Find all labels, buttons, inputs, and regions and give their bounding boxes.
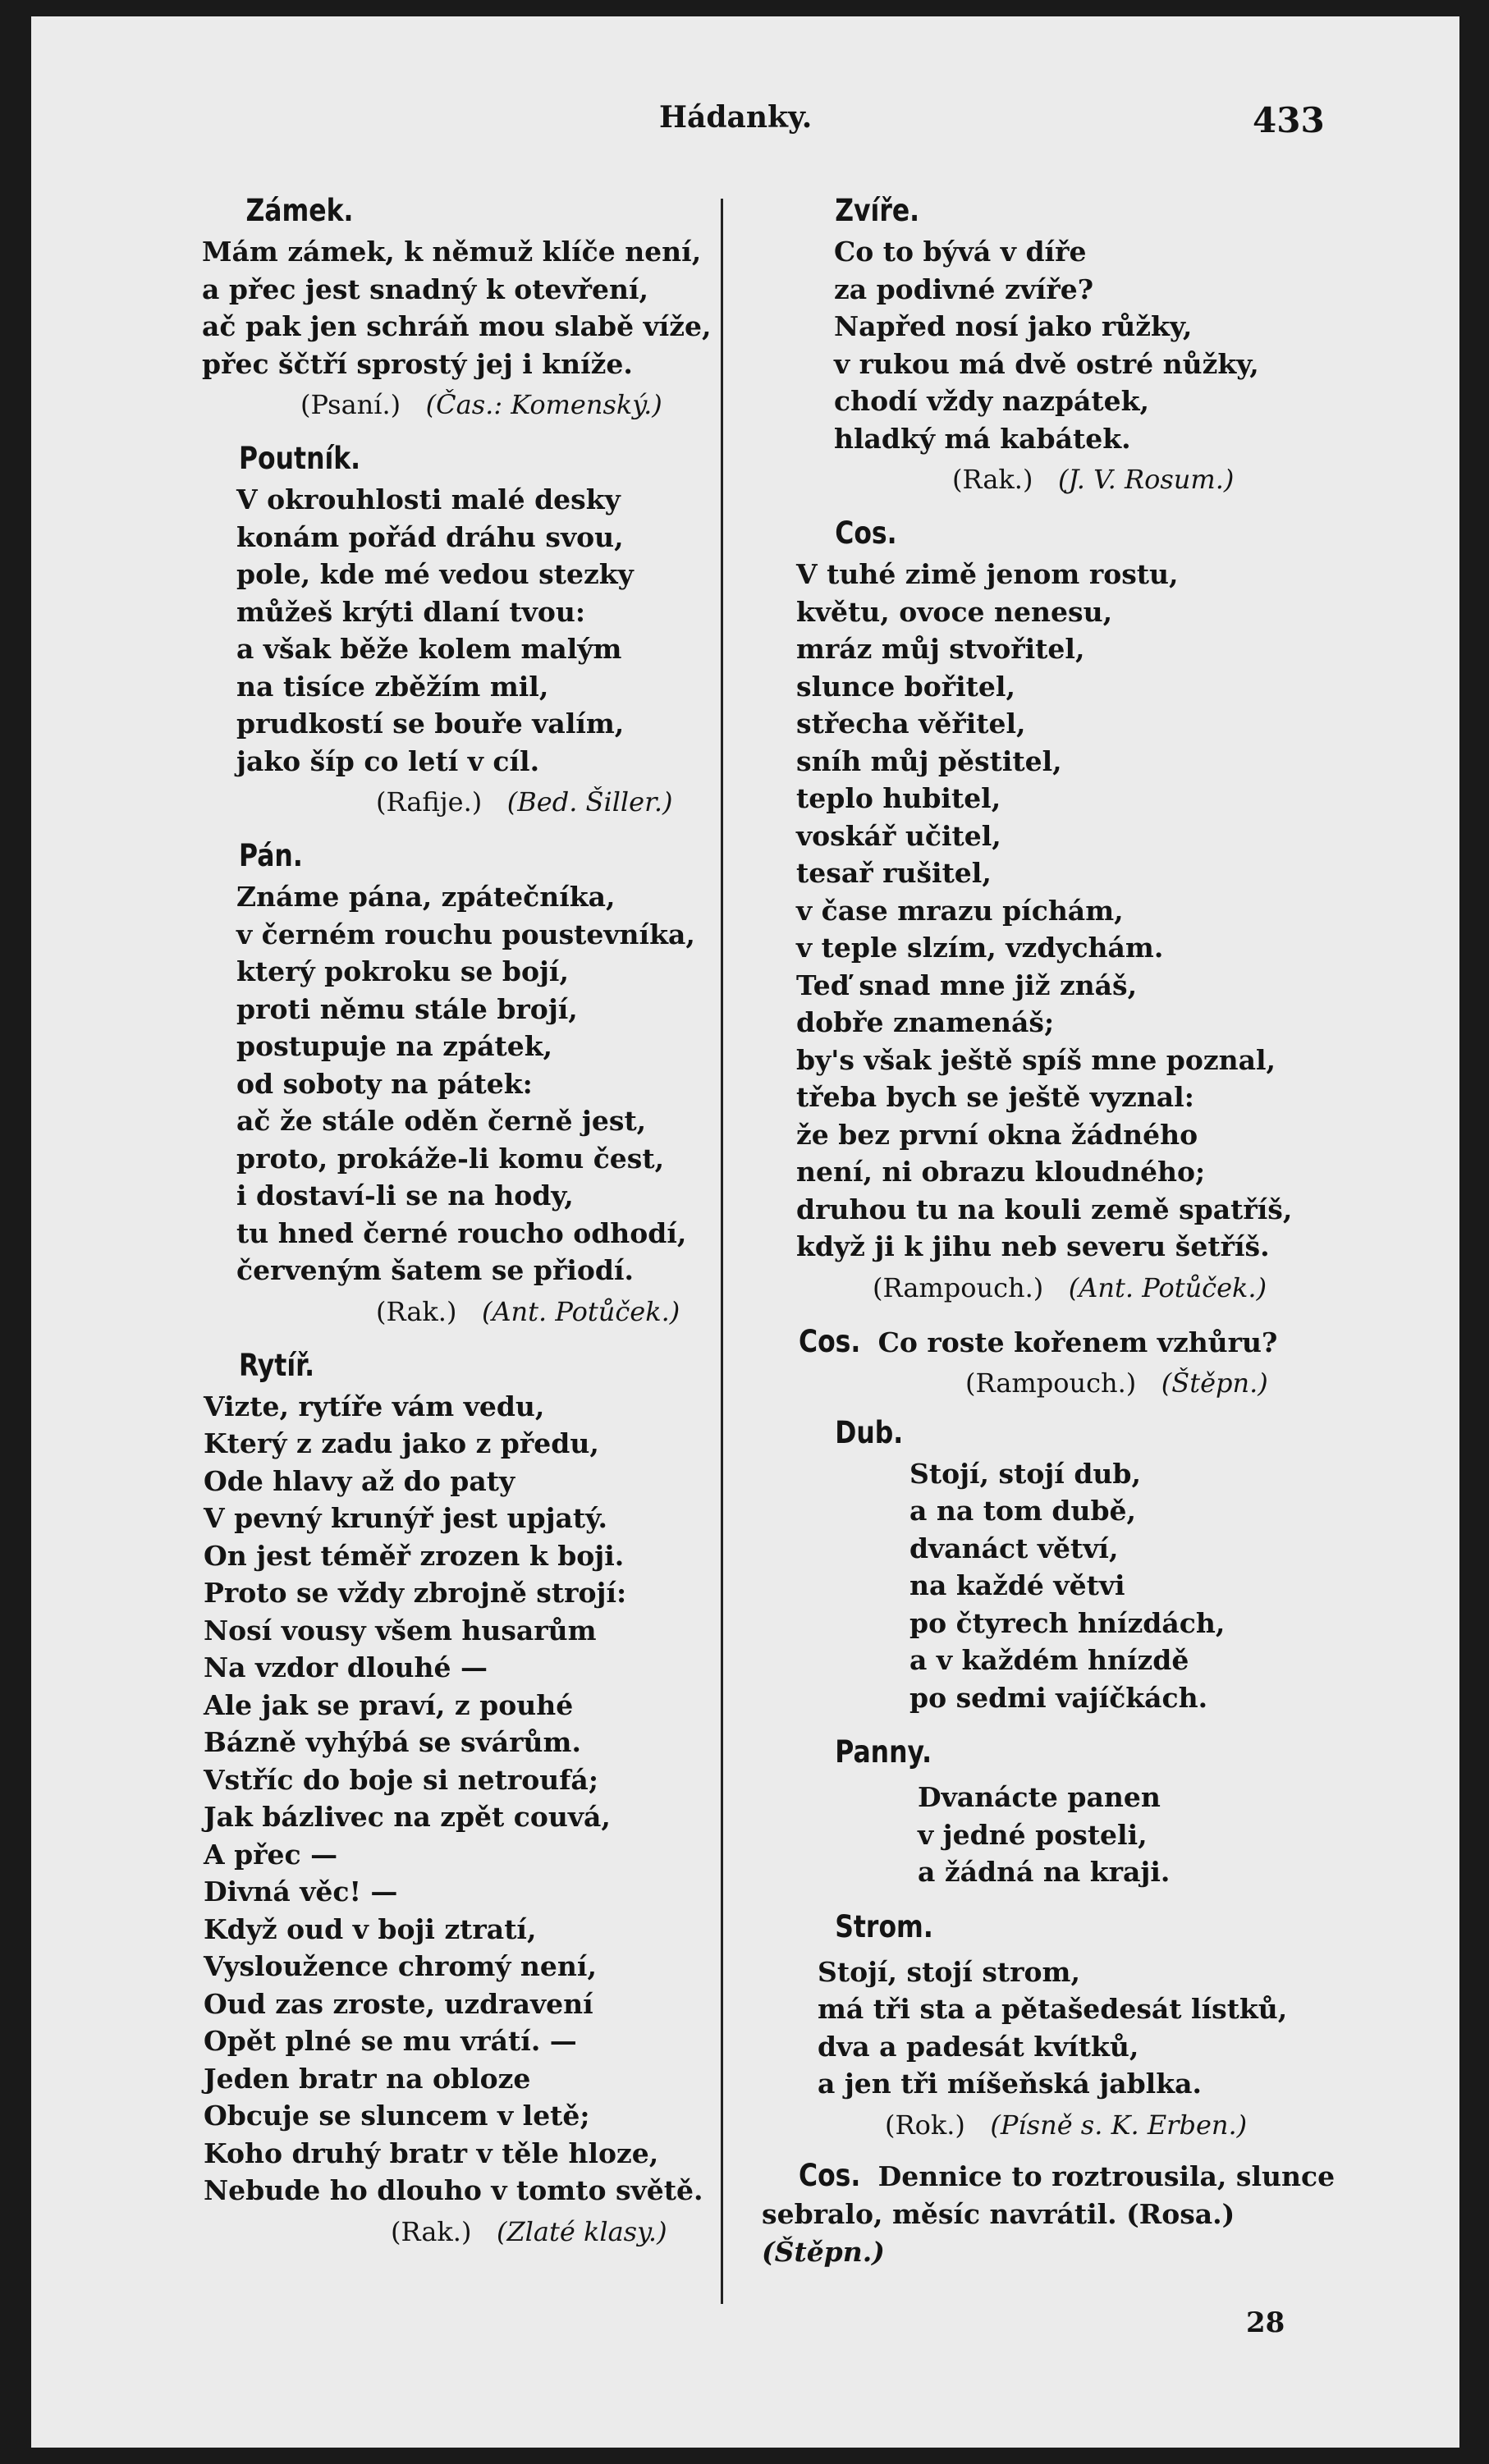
verse-line: že bez první okna žádného xyxy=(796,1118,1198,1151)
verse-line: Vizte, rytíře vám vedu, xyxy=(204,1390,545,1422)
verse-line: prudkostí se bouře valím, xyxy=(236,708,625,740)
riddle-cos-question xyxy=(762,1320,1353,1401)
riddle-answer: (Rak.) xyxy=(952,464,1033,495)
verse-line: a na tom dubě, xyxy=(909,1495,1137,1527)
riddle-author: (Štěpn.) xyxy=(762,2235,885,2268)
verse-line: má tři sta a pětašedesát lístků, xyxy=(818,1993,1288,2025)
riddle-text-line: sebralo, měsíc navrátil. (Rosa.) xyxy=(762,2197,1235,2230)
verse-line: přec ščtří sprostý jej i kníže. xyxy=(202,347,633,380)
riddle-lines xyxy=(762,556,1353,1266)
riddle-source xyxy=(169,780,703,824)
riddle-lines xyxy=(169,1388,703,2210)
riddle-author: (Ant. Potůček.) xyxy=(1068,1271,1267,1303)
riddle-title: Cos. xyxy=(799,1323,861,1359)
verse-line: A přec — xyxy=(204,1838,338,1871)
riddle-author: (Písně s. K. Erben.) xyxy=(990,2109,1248,2141)
verse-line: dobře znamenáš; xyxy=(796,1006,1055,1038)
verse-line: Ale jak se praví, z pouhé xyxy=(204,1688,574,1721)
verse-line: Dvanácte panen xyxy=(918,1781,1161,1813)
verse-line: červeným šatem se přiodí. xyxy=(236,1254,634,1286)
verse-line: květu, ovoce nenesu, xyxy=(796,595,1113,628)
riddle-zvire xyxy=(762,189,1353,502)
verse-line: V tuhé zimě jenom rostu, xyxy=(796,558,1179,590)
riddle-text-second xyxy=(762,2196,1353,2271)
riddle-panny xyxy=(762,1726,1353,1891)
riddle-title: Strom. xyxy=(835,1908,933,1944)
riddle-lines xyxy=(169,481,703,780)
riddle-text-line: Dennice to roztrousila, slunce xyxy=(877,2159,1336,2192)
riddle-source xyxy=(762,2103,1353,2147)
verse-line: v čase mrazu píchám, xyxy=(796,894,1124,927)
verse-line: chodí vždy nazpátek, xyxy=(834,385,1150,417)
verse-line: na každé větvi xyxy=(909,1569,1125,1601)
verse-line: a žádná na kraji. xyxy=(918,1856,1171,1888)
riddle-answer: (Rak.) xyxy=(391,2215,472,2247)
riddle-source xyxy=(762,1365,1353,1401)
riddle-title: Panny. xyxy=(835,1734,932,1770)
right-column xyxy=(762,189,1353,2281)
verse-line: Proto se vždy zbrojně strojí: xyxy=(204,1577,627,1609)
verse-line: Napřed nosí jako růžky, xyxy=(834,310,1193,342)
verse-line: Stojí, stojí strom, xyxy=(818,1955,1080,1988)
riddle-source xyxy=(169,2210,703,2254)
verse-line: Vysloužence chromý není, xyxy=(204,1950,597,1982)
verse-line: třeba bych se ještě vyznal: xyxy=(796,1081,1194,1113)
riddle-question-line xyxy=(762,1320,1353,1365)
verse-line: On jest téměř zrozen k boji. xyxy=(204,1539,625,1572)
verse-line: a jen tři míšeňská jablka. xyxy=(818,2068,1202,2100)
riddle-lines xyxy=(169,233,712,382)
riddle-poutnik xyxy=(169,437,703,824)
riddle-rytir xyxy=(169,1344,703,2254)
verse-line: Stojí, stojí dub, xyxy=(909,1457,1141,1490)
verse-line: Který z zadu jako z předu, xyxy=(204,1427,599,1459)
verse-line: Obcuje se sluncem v letě; xyxy=(204,2100,590,2132)
verse-line: po čtyrech hnízdách, xyxy=(909,1606,1226,1639)
verse-line: druhou tu na kouli země spatříš, xyxy=(796,1193,1293,1225)
verse-line: teplo hubitel, xyxy=(796,782,1001,814)
riddle-lines xyxy=(762,1779,1353,1891)
verse-line: za podivné zvíře? xyxy=(834,273,1094,305)
riddle-title: Rytíř. xyxy=(239,1347,315,1383)
verse-line: sníh můj pěstitel, xyxy=(796,744,1062,777)
verse-line: když ji k jihu neb severu šetříš. xyxy=(796,1230,1270,1262)
signature-number: 28 xyxy=(1246,2306,1285,2339)
verse-line: ač že stále oděn černě jest, xyxy=(236,1105,647,1137)
riddle-zamek xyxy=(169,189,712,427)
verse-line: jako šíp co letí v cíl. xyxy=(236,744,540,777)
verse-line: Když oud v boji ztratí, xyxy=(204,1912,537,1945)
riddle-answer: (Rafije.) xyxy=(376,786,483,818)
verse-line: po sedmi vajíčkách. xyxy=(909,1681,1208,1714)
riddle-source xyxy=(762,1266,1353,1310)
riddle-lines xyxy=(762,1953,1353,2103)
verse-line: není, ni obrazu kloudného; xyxy=(796,1156,1206,1188)
riddle-lines xyxy=(762,233,1353,457)
riddle-dub xyxy=(762,1411,1353,1717)
verse-line: Ode hlavy až do paty xyxy=(204,1464,515,1497)
riddle-cos-rosa xyxy=(762,2157,1353,2271)
verse-line: od soboty na pátek: xyxy=(236,1067,533,1100)
riddle-title: Cos. xyxy=(835,515,897,551)
verse-line: můžeš krýti dlaní tvou: xyxy=(236,595,586,628)
running-title: Hádanky. xyxy=(659,100,813,135)
riddle-question: Co roste kořenem vzhůru? xyxy=(877,1326,1278,1358)
riddle-title: Zvíře. xyxy=(835,193,920,228)
verse-line: Známe pána, zpátečníka, xyxy=(236,881,616,913)
verse-line: Vstříc do boje si netroufá; xyxy=(204,1763,598,1796)
verse-line: v rukou má dvě ostré nůžky, xyxy=(834,347,1259,380)
riddle-author: (Čas.: Komenský.) xyxy=(425,389,662,420)
verse-line: voskář učitel, xyxy=(796,819,1001,852)
verse-line: Koho druhý bratr v těle hloze, xyxy=(204,2137,659,2169)
riddle-author: (Bed. Šiller.) xyxy=(506,786,673,818)
verse-line: Bázně vyhýbá se svárům. xyxy=(204,1726,581,1758)
verse-line: ač pak jen schráň mou slabě víže, xyxy=(202,310,712,342)
verse-line: Mám zámek, k němuž klíče není, xyxy=(202,236,702,268)
riddle-author: (Zlaté klasy.) xyxy=(496,2215,667,2247)
verse-line: slunce bořitel, xyxy=(796,670,1015,703)
riddle-author: (J. V. Rosum.) xyxy=(1057,464,1235,495)
riddle-title: Cos. xyxy=(799,2157,861,2193)
verse-line: tu hned černé roucho odhodí, xyxy=(236,1216,687,1249)
verse-line: V okrouhlosti malé desky xyxy=(236,483,621,515)
column-divider xyxy=(721,199,723,2304)
verse-line: v teple slzím, vzdychám. xyxy=(796,932,1164,964)
riddle-source xyxy=(762,457,1353,502)
running-head xyxy=(31,92,1459,141)
riddle-title: Poutník. xyxy=(239,441,361,476)
page-number: 433 xyxy=(1253,100,1325,140)
riddle-title: Pán. xyxy=(239,838,303,873)
riddle-text xyxy=(762,2157,1353,2196)
riddle-answer: (Rampouch.) xyxy=(965,1367,1137,1399)
verse-line: Co to bývá v díře xyxy=(834,236,1087,268)
riddle-source xyxy=(169,382,703,427)
verse-line: Jeden bratr na obloze xyxy=(204,2062,531,2095)
verse-line: i dostaví-li se na hody, xyxy=(236,1179,574,1211)
verse-line: a však běže kolem malým xyxy=(236,633,622,665)
verse-line: V pevný krunýř jest upjatý. xyxy=(204,1502,608,1534)
verse-line: Nosí vousy všem husarům xyxy=(204,1614,597,1646)
verse-line: pole, kde mé vedou stezky xyxy=(236,558,634,590)
riddle-author: (Štěpn.) xyxy=(1161,1367,1268,1399)
verse-line: proto, prokáže-li komu čest, xyxy=(236,1142,665,1175)
verse-line: Nebude ho dlouho v tomto světě. xyxy=(204,2174,703,2206)
verse-line: a přec jest snadný k otevření, xyxy=(202,273,649,305)
verse-line: mráz můj stvořitel, xyxy=(796,633,1085,665)
verse-line: konám pořád dráhu svou, xyxy=(236,520,624,553)
riddle-strom xyxy=(762,1901,1353,2147)
riddle-author: (Ant. Potůček.) xyxy=(481,1295,680,1327)
riddle-lines xyxy=(762,1455,1353,1717)
verse-line: který pokroku se bojí, xyxy=(236,955,569,987)
riddle-answer: (Psaní.) xyxy=(300,389,401,420)
left-column xyxy=(169,189,712,2264)
verse-line: Na vzdor dlouhé — xyxy=(204,1651,488,1683)
book-page xyxy=(31,16,1459,2448)
riddle-pan xyxy=(169,834,703,1334)
verse-line: Divná věc! — xyxy=(204,1875,398,1908)
verse-line: tesař rušitel, xyxy=(796,857,992,889)
riddle-lines xyxy=(169,878,703,1289)
verse-line: dvanáct větví, xyxy=(909,1532,1119,1564)
verse-line: Jak bázlivec na zpět couvá, xyxy=(204,1801,611,1833)
verse-line: Opět plné se mu vrátí. — xyxy=(204,2025,577,2057)
verse-line: hladký má kabátek. xyxy=(834,422,1131,455)
riddle-title: Zámek. xyxy=(245,193,354,228)
riddle-title: Dub. xyxy=(835,1414,904,1450)
verse-line: proti němu stále brojí, xyxy=(236,992,578,1025)
verse-line: v černém rouchu poustevníka, xyxy=(236,918,695,950)
verse-line: by's však ještě spíš mne poznal, xyxy=(796,1043,1276,1076)
riddle-answer: (Rak.) xyxy=(376,1295,457,1327)
riddle-answer: (Rampouch.) xyxy=(873,1271,1044,1303)
verse-line: a v každém hnízdě xyxy=(909,1644,1189,1676)
verse-line: střecha věřitel, xyxy=(796,708,1026,740)
verse-line: Teď snad mne již znáš, xyxy=(796,969,1138,1001)
verse-line: Oud zas zroste, uzdravení xyxy=(204,1987,593,2020)
verse-line: na tisíce zběžím mil, xyxy=(236,670,549,703)
verse-line: v jedné posteli, xyxy=(918,1818,1148,1851)
verse-line: postupuje na zpátek, xyxy=(236,1030,553,1062)
riddle-cos-rampouch xyxy=(762,511,1353,1310)
verse-line: dva a padesát kvítků, xyxy=(818,2030,1139,2063)
riddle-source xyxy=(169,1289,703,1334)
riddle-answer: (Rok.) xyxy=(885,2109,965,2141)
